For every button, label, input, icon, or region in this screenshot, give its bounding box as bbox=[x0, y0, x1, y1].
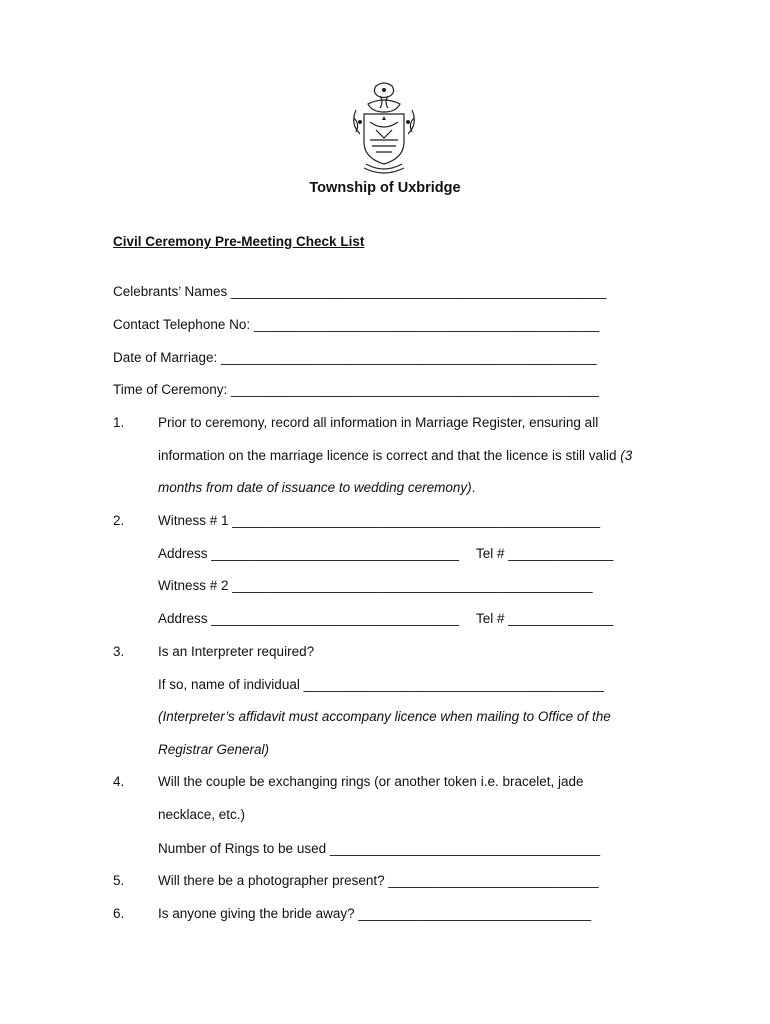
checklist-heading: Civil Ceremony Pre-Meeting Check List bbox=[113, 234, 365, 249]
item-number: 3. bbox=[113, 644, 125, 659]
witness-1-field[interactable]: Witness # 1 _________________________________________________ bbox=[158, 513, 601, 528]
interpreter-note-line2: Registrar General) bbox=[158, 742, 270, 757]
item1-plain-text: information on the marriage licence is correct and that the licence is still valid bbox=[158, 448, 621, 463]
item-number: 5. bbox=[113, 873, 125, 888]
item-number: 6. bbox=[113, 906, 125, 921]
item1-text-line3 bbox=[158, 480, 475, 496]
witness-1-tel-field[interactable]: Tel # ______________ bbox=[476, 546, 614, 561]
item-number: 2. bbox=[113, 513, 125, 528]
interpreter-note: (Interpreter’s affidavit must accompany licence when mailing to Office of the bbox=[158, 709, 611, 724]
witness-1-address-field[interactable]: Address _________________________________ bbox=[158, 546, 460, 561]
date-of-marriage-field[interactable]: Date of Marriage: __________________________________________________ bbox=[113, 350, 597, 365]
witness-2-tel-field[interactable]: Tel # ______________ bbox=[476, 611, 614, 626]
witness-2-address-field[interactable]: Address _________________________________ bbox=[158, 611, 460, 626]
coat-of-arms-icon bbox=[346, 80, 422, 176]
interpreter-question: Is an Interpreter required? bbox=[158, 644, 315, 659]
number-of-rings-field[interactable]: Number of Rings to be used ____________________________________ bbox=[158, 841, 601, 856]
item-number: 4. bbox=[113, 774, 125, 789]
contact-telephone-field[interactable]: Contact Telephone No: ______________________________________________ bbox=[113, 317, 600, 332]
item1-text-line2 bbox=[158, 448, 632, 464]
page-title: Township of Uxbridge bbox=[309, 180, 461, 196]
photographer-field[interactable]: Will there be a photographer present? ____________________________ bbox=[158, 873, 599, 888]
rings-question: Will the couple be exchanging rings (or another token i.e. bracelet, jade bbox=[158, 774, 584, 789]
time-of-ceremony-field[interactable]: Time of Ceremony: _________________________________________________ bbox=[113, 382, 599, 397]
interpreter-name-field[interactable]: If so, name of individual ________________________________________ bbox=[158, 677, 604, 692]
item1-italic-note: months from date of issuance to wedding ceremony) bbox=[158, 480, 472, 495]
bride-giver-field[interactable]: Is anyone giving the bride away? _______________________________ bbox=[158, 906, 592, 921]
item-number: 1. bbox=[113, 415, 125, 430]
celebrants-names-field[interactable]: Celebrants’ Names __________________________________________________ bbox=[113, 284, 607, 299]
witness-2-field[interactable]: Witness # 2 ________________________________________________ bbox=[158, 578, 593, 593]
rings-question-line2: necklace, etc.) bbox=[158, 807, 246, 822]
item1-period: . bbox=[471, 480, 476, 495]
item1-italic-text: (3 bbox=[620, 448, 633, 463]
item1-text: Prior to ceremony, record all information in Marriage Register, ensuring all bbox=[158, 415, 599, 430]
